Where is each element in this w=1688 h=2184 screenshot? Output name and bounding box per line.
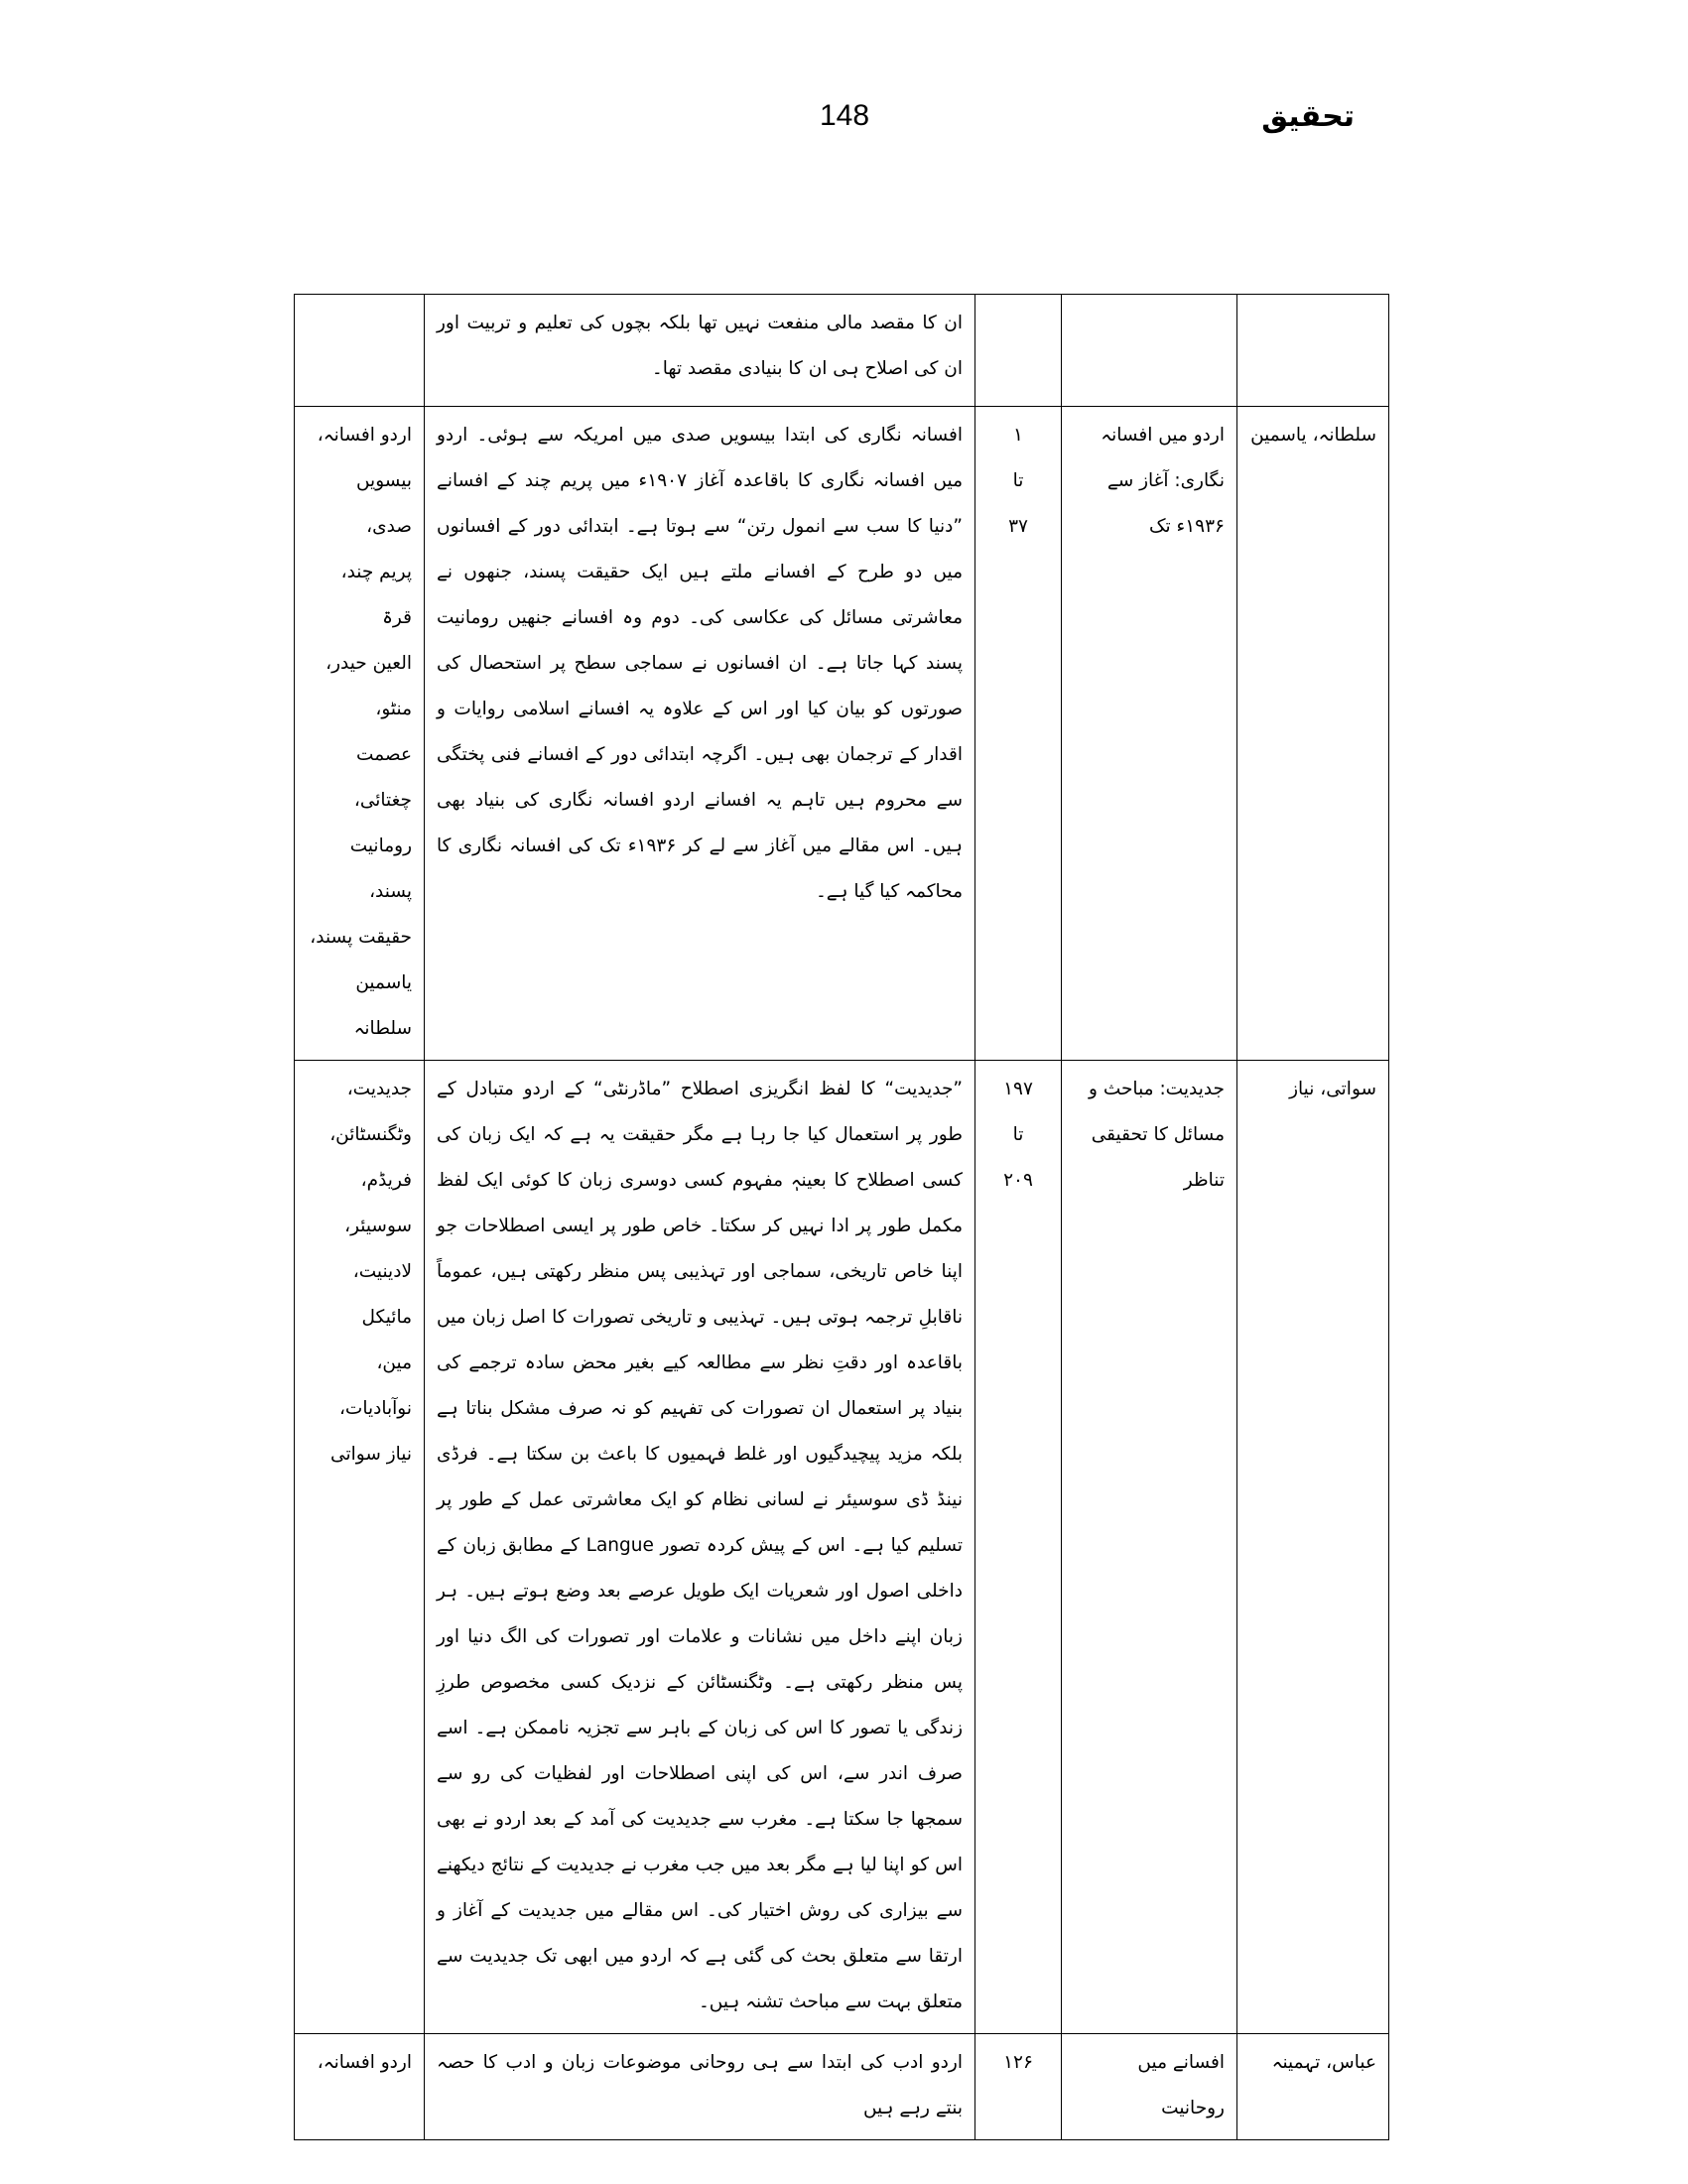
keyword: اردو افسانہ، [317,425,412,446]
pages-cell [975,295,1062,407]
page-range-separator: تا [1012,470,1024,491]
title-cell [1062,295,1237,407]
table-row [295,295,1389,407]
title-cell: جدیدیت: مباحث و مسائل کا تحقیقی تناظر [1062,1061,1237,2034]
keyword: رومانیت پسند، [349,835,412,902]
keyword: بیسویں صدی، [355,470,412,537]
title-cell: افسانے میں روحانیت [1062,2034,1237,2140]
summary-cell: افسانہ نگاری کی ابتدا بیسویں صدی میں امریکہ سے ہوئی۔ اردو میں افسانہ نگاری کا باقاعدہ آغاز ۱۹۰۷ء میں پریم چند کے افسانے ”دنیا کا سب سے انمول رتن“ سے ہوتا ہے۔ ابتدائی دور کے افسانوں میں دو طرح کے افسانے ملتے ہیں ایک حقیقت پسند، جنھوں نے معاشرتی مسائل کی عکاسی کی۔ دوم وہ افسانے جنھیں رومانیت پسند کہا جاتا ہے۔ ان افسانوں نے سماجی سطح پر استحصال کی صورتوں کو بیان کیا اور اس کے علاوہ یہ افسانے اسلامی روایات و اقدار کے ترجمان بھی ہیں۔ اگرچہ ابتدائی دور کے افسانے فنی پختگی سے محروم ہیں تاہم یہ افسانے اردو افسانہ نگاری کی بنیاد بھی ہیں۔ اس مقالے میں آغاز سے لے کر ۱۹۳۶ء تک کی افسانہ نگاری کا محاکمہ کیا گیا ہے۔ [425,407,975,1061]
page-end: ۲۰۹ [1003,1170,1033,1191]
author-cell: سلطانہ، یاسمین [1237,407,1389,1061]
page-start: ۱۹۷ [1003,1079,1033,1099]
keyword: یاسمین سلطانہ [353,972,412,1039]
page-start: ۱۲۶ [1003,2052,1033,2073]
page-range-separator: تا [1012,1124,1024,1145]
article-index-table [294,294,1389,2140]
pages-cell [975,2034,1062,2140]
keywords-cell [295,2034,425,2140]
keyword: وٹگنسٹائن، [329,1124,412,1145]
keyword: جدیدیت، [346,1079,412,1099]
page-number: 148 [819,99,870,132]
page-start: ۱ [1013,425,1023,446]
summary-cell: اردو ادب کی ابتدا سے ہی روحانی موضوعات زبان و ادب کا حصہ بنتے رہے ہیں [425,2034,975,2140]
keyword: فریڈم، سوسیئر، [344,1170,412,1236]
keyword: نیاز سواتی [330,1444,412,1465]
keyword: حقیقت پسند، [310,927,412,948]
title-cell: اردو میں افسانہ نگاری: آغاز سے ۱۹۳۶ء تک [1062,407,1237,1061]
keyword: عصمت چغتائی، [353,744,412,811]
table-row [295,407,1389,1061]
keyword: لادینیت، مائیکل [352,1261,412,1328]
keyword: مین، نوآبادیات، [338,1352,412,1419]
keyword: العین حیدر، منٹو، [325,653,412,719]
keyword: پریم چند، قرۃ [340,562,412,628]
summary-cell: ”جدیدیت“ کا لفظ انگریزی اصطلاح ”ماڈرنٹی“ کے اردو متبادل کے طور پر استعمال کیا جا رہا ہے مگر حقیقت یہ ہے کہ ایک زبان کی کسی اصطلاح کا بعینہٖ مفہوم کسی دوسری زبان کا کوئی ایک لفظ مکمل طور پر ادا نہیں کر سکتا۔ خاص طور پر ایسی اصطلاحات جو اپنا خاص تاریخی، سماجی اور تہذیبی پس منظر رکھتی ہیں، عموماً ناقابلِ ترجمہ ہوتی ہیں۔ تہذیبی و تاریخی تصورات کا اصل زبان میں باقاعدہ اور دقتِ نظر سے مطالعہ کیے بغیر محض سادہ ترجمے کی بنیاد پر استعمال ان تصورات کی تفہیم کو نہ صرف مشکل بناتا ہے بلکہ مزید پیچیدگیوں اور غلط فہمیوں کا باعث بن سکتا ہے۔ فرڈی نینڈ ڈی سوسیئر نے لسانی نظام کو ایک معاشرتی عمل کے طور پر تسلیم کیا ہے۔ اس کے پیش کردہ تصور Langue کے مطابق زبان کے داخلی اصول اور شعریات ایک طویل عرصے بعد وضع ہوتے ہیں۔ ہر زبان اپنے داخل میں نشانات و علامات اور تصورات کی الگ دنیا اور پس منظر رکھتی ہے۔ وٹگنسٹائن کے نزدیک کسی مخصوص طرزِ زندگی یا تصور کا اس کی زبان کے باہر سے تجزیہ ناممکن ہے۔ اسے صرف اندر سے، اس کی اپنی اصطلاحات اور لفظیات کی رو سے سمجھا جا سکتا ہے۔ مغرب سے جدیدیت کی آمد کے بعد اردو نے بھی اس کو اپنا لیا ہے مگر بعد میں جب مغرب نے جدیدیت کے نتائج دیکھنے سے بیزاری کی روش اختیار کی۔ اس مقالے میں جدیدیت کے آغاز و ارتقا سے متعلق بحث کی گئی ہے کہ اردو میں ابھی تک جدیدیت سے متعلق بہت سے مباحث تشنہ ہیں۔ [425,1061,975,2034]
table-row [295,2034,1389,2140]
author-cell: عباس، تہمینہ [1237,2034,1389,2140]
author-cell: سواتی، نیاز [1237,1061,1389,2034]
table-row [295,1061,1389,2034]
keyword: اردو افسانہ، [317,2052,412,2073]
keywords-cell [295,1061,425,2034]
keywords-cell [295,295,425,407]
author-cell [1237,295,1389,407]
summary-cell: ان کا مقصد مالی منفعت نہیں تھا بلکہ بچوں کی تعلیم و تربیت اور ان کی اصلاح ہی ان کا بنیادی مقصد تھا۔ [425,295,975,407]
pages-cell [975,407,1062,1061]
keywords-cell [295,407,425,1061]
journal-name: تحقیق [1261,99,1355,134]
page-end: ۳۷ [1008,516,1028,537]
pages-cell [975,1061,1062,2034]
